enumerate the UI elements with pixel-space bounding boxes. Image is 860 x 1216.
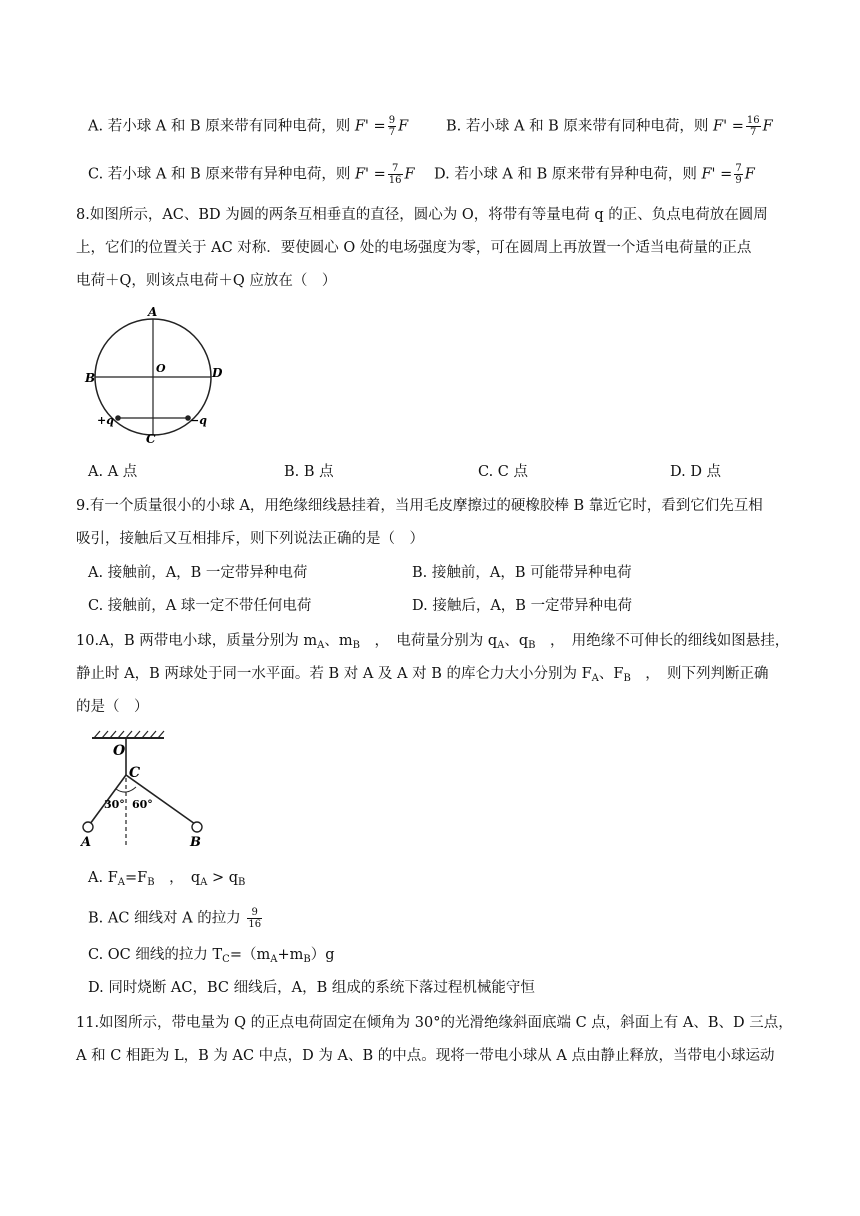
label-o: O (156, 362, 166, 375)
fraction: $\frac{9}{7}$ (388, 115, 396, 138)
q8-option-d: D. D 点 (670, 464, 722, 480)
q9-stem-line1: 9.有一个质量很小的小球 A，用绝缘细线悬挂着，当用毛皮摩擦过的硬橡胶棒 B 靠近它时，看到它们先互相 (76, 498, 763, 514)
q9-stem-line2: 吸引，接触后又互相排斥，则下列说法正确的是（ ） (76, 531, 424, 547)
label-b: B (190, 835, 201, 850)
q8-stem-line2: 上，它们的位置关于 AC 对称．要使圆心 O 处的电场强度为零，可在圆周上再放置一个适当电荷量的正点 (76, 240, 752, 256)
fraction: $\frac{16}{7}$ (746, 115, 760, 138)
q9-option-d: D. 接触后，A，B 一定带异种电荷 (412, 598, 633, 614)
q7-option-b: B. 若小球 A 和 B 原来带有同种电荷，则 F' = $\frac{16}{7}$ F (446, 115, 773, 138)
q10-option-d: D. 同时烧断 AC，BC 细线后，A，B 组成的系统下落过程机械能守恒 (88, 980, 535, 996)
q8-stem-line3: 电荷＋Q，则该点电荷＋Q 应放在（ ） (76, 273, 337, 289)
q10-stem-line1: 10.A，B 两带电小球，质量分别为 $m_A$、$m_B$ ， 电荷量分别为 $q_A$、$q_B$ ， 用绝缘不可伸长的细线如图悬挂， (76, 633, 790, 651)
q8-stem-line1: 8.如图所示，AC、BD 为圆的两条互相垂直的直径，圆心为 O，将带有等量电荷 q 的正、负点电荷放在圆周 (76, 207, 768, 223)
q7-option-a: A. 若小球 A 和 B 原来带有同种电荷，则 F' = $\frac{9}{7}$ F (88, 115, 409, 138)
positive-charge-dot (115, 415, 121, 421)
q9-option-b: B. 接触前，A，B 可能带异种电荷 (412, 565, 632, 581)
fraction: $\frac{9}{16}$ (248, 907, 262, 930)
label-a: A (148, 305, 158, 319)
fraction: $\frac{7}{9}$ (735, 163, 742, 186)
angle-60-label: 60° (132, 798, 153, 811)
label-c: C (129, 765, 141, 781)
label-minus-q: −q (190, 414, 207, 427)
q11-stem-line1: 11.如图所示，带电量为 Q 的正点电荷固定在倾角为 30°的光滑绝缘斜面底端 C 点，斜面上有 A、B、D 三点， (76, 1015, 793, 1031)
q11-stem-line2: A 和 C 相距为 L，B 为 AC 中点，D 为 A、B 的中点。现将一带电小球从 A 点由静止释放，当带电小球运动 (76, 1048, 775, 1064)
label-c: C (146, 432, 156, 446)
q9-option-c: C. 接触前，A 球一定不带任何电荷 (88, 598, 312, 614)
label-o: O (113, 743, 126, 759)
label-a: A (81, 835, 92, 850)
ball-a (83, 822, 93, 832)
q10-stem-line3: 的是（ ） (76, 699, 149, 715)
label-b: B (85, 371, 96, 385)
q7-option-c: C. 若小球 A 和 B 原来带有异种电荷，则 F' = $\frac{7}{16}$ F (88, 163, 415, 186)
fraction: $\frac{7}{16}$ (388, 163, 402, 186)
q8-option-c: C. C 点 (478, 464, 528, 480)
q10-stem-line2: 静止时 A，B 两球处于同一水平面。若 B 对 A 及 A 对 B 的库仑力大小分别为 $F_A$、$F_B$ ， 则下列判断正确 (76, 666, 769, 684)
label-d: D (212, 366, 223, 380)
label-plus-q: +q (97, 414, 114, 427)
q8-option-a: A. A 点 (88, 464, 138, 480)
ball-b (192, 822, 202, 832)
ceiling-hatch (94, 731, 164, 738)
q10-option-b: B. AC 细线对 A 的拉力 $\frac{9}{16}$ (88, 907, 262, 930)
q10-pendulum-figure (78, 728, 228, 853)
q10-option-a: A. $F_A=F_B$ ， $q_A > q_B$ (88, 870, 246, 888)
q8-option-b: B. B 点 (284, 464, 334, 480)
q7-option-d: D. 若小球 A 和 B 原来带有异种电荷，则 F' = $\frac{7}{9}$ F (434, 163, 755, 186)
angle-30-label: 30° (104, 798, 125, 811)
q8-circle-figure (80, 300, 240, 450)
q9-option-a: A. 接触前，A，B 一定带异种电荷 (88, 565, 308, 581)
q10-option-c: C. OC 细线的拉力 $T_C=(m_A+m_B)g$ (88, 947, 335, 965)
